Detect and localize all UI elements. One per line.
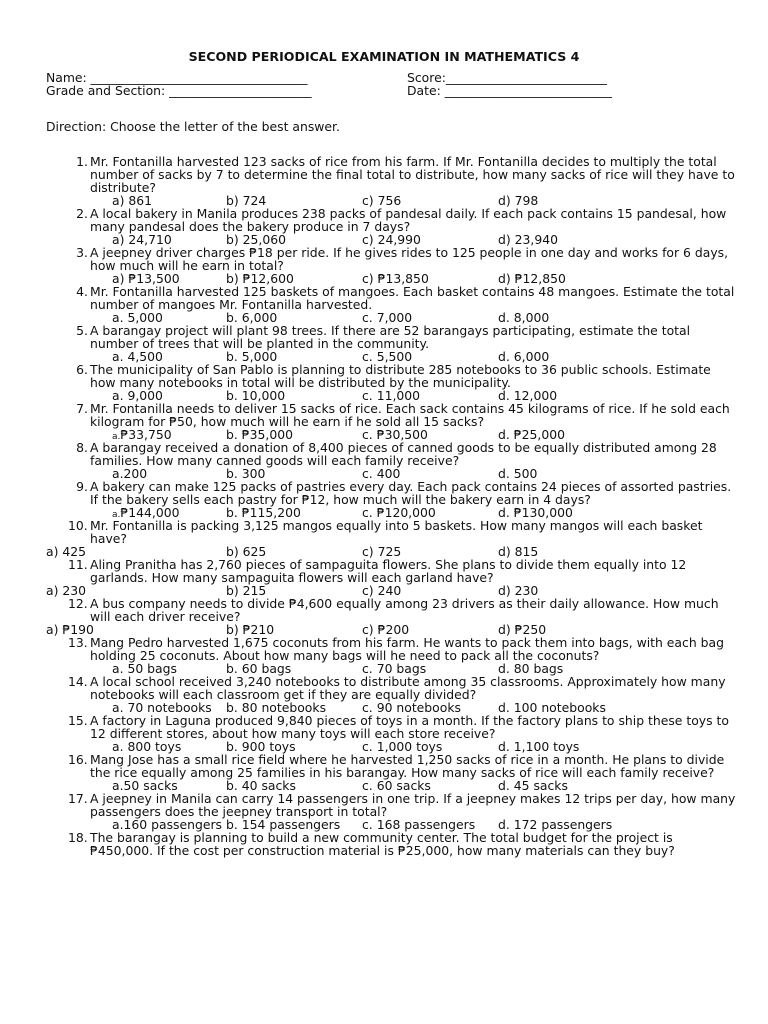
option-d[interactable]: d. 45 sacks (498, 778, 568, 793)
option-c[interactable]: c) ₱200 (362, 622, 410, 637)
option-c[interactable]: c. 60 sacks (362, 778, 431, 793)
question-text: A local school received 3,240 notebooks to distribute among 35 classrooms. Approximately how many notebooks will each classroom get if they are equally divided? (90, 674, 726, 702)
question-number: 10. (68, 518, 88, 533)
option-a[interactable]: a) 861 (112, 193, 153, 208)
question-number: 13. (68, 635, 88, 650)
question-6 (46, 363, 736, 402)
question-number: 7. (76, 401, 88, 416)
option-a[interactable]: a.160 passengers (112, 817, 223, 832)
option-d[interactable]: d) ₱12,850 (498, 271, 566, 286)
option-c[interactable]: c. ₱30,500 (362, 427, 428, 442)
question-text: The barangay is planning to build a new community center. The total budget for the project is ₱450,000. If the cost per construction material is ₱25,000, how many materials can they buy? (90, 830, 675, 858)
question-text: A bus company needs to divide ₱4,600 equally among 23 drivers as their daily allowance. How much will each driver receive? (90, 596, 719, 624)
option-c[interactable]: c. 11,000 (362, 388, 421, 403)
question-list (46, 155, 736, 857)
option-d[interactable]: d. 80 bags (498, 661, 564, 676)
option-c[interactable]: c. 90 notebooks (362, 700, 461, 715)
option-a[interactable]: a. 4,500 (112, 349, 163, 364)
name-field[interactable]: Name: ___________________________________ (46, 70, 308, 85)
question-text: A local bakery in Manila produces 238 packs of pandesal daily. If each pack contains 15 pandesal, how many pandesal does the bakery produce in 7 days? (90, 206, 727, 234)
option-b[interactable]: b. 80 notebooks (226, 700, 327, 715)
question-number: 15. (68, 713, 88, 728)
option-d[interactable]: d) 23,940 (498, 232, 558, 247)
option-a[interactable]: a.₱33,750 (112, 427, 172, 442)
question-number: 4. (76, 284, 88, 299)
option-b[interactable]: b. 154 passengers (226, 817, 341, 832)
question-1 (46, 155, 736, 207)
option-d[interactable]: d. 100 notebooks (498, 700, 606, 715)
question-text: A bakery can make 125 packs of pastries every day. Each pack contains 24 pieces of assorted pastries. If the bakery sells each pastry for ₱12, how much will the bakery earn in 4 days? (90, 479, 732, 507)
question-7 (46, 402, 736, 441)
option-a[interactable]: a. 800 toys (112, 739, 182, 754)
option-d[interactable]: d. 172 passengers (498, 817, 613, 832)
question-11 (46, 558, 736, 597)
option-c[interactable]: c. 400 (362, 466, 401, 481)
question-number: 12. (68, 596, 88, 611)
question-2 (46, 207, 736, 246)
question-number: 11. (68, 557, 88, 572)
option-d[interactable]: d. 8,000 (498, 310, 550, 325)
question-15 (46, 714, 736, 753)
option-a[interactable]: a) 425 (46, 544, 87, 559)
option-c[interactable]: c. ₱120,000 (362, 505, 436, 520)
option-b[interactable]: b. 6,000 (226, 310, 278, 325)
question-text: Mang Jose has a small rice field where he harvested 1,250 sacks of rice in a month. He plans to divide the rice equally among 25 families in his barangay. How many sacks of rice will each family receive? (90, 752, 725, 780)
question-number: 16. (68, 752, 88, 767)
question-4 (46, 285, 736, 324)
question-14 (46, 675, 736, 714)
question-text: A barangay received a donation of 8,400 pieces of canned goods to be equally distributed among 28 families. How many canned goods will each family receive? (90, 440, 717, 468)
option-a[interactable]: a) ₱190 (46, 622, 94, 637)
option-d[interactable]: d) 798 (498, 193, 539, 208)
option-a[interactable]: a. 9,000 (112, 388, 163, 403)
option-d[interactable]: d. ₱25,000 (498, 427, 565, 442)
option-a[interactable]: a. 50 bags (112, 661, 177, 676)
option-c[interactable]: c. 5,500 (362, 349, 413, 364)
exam-title: SECOND PERIODICAL EXAMINATION IN MATHEMATICS 4 (188, 49, 580, 64)
option-d[interactable]: d) ₱250 (498, 622, 547, 637)
option-a[interactable]: a.200 (112, 466, 148, 481)
direction-text: Direction: Choose the letter of the best answer. (46, 119, 340, 134)
option-a[interactable]: a.50 sacks (112, 778, 178, 793)
option-b[interactable]: b. 40 sacks (226, 778, 296, 793)
option-a[interactable]: a. 70 notebooks (112, 700, 212, 715)
question-12 (46, 597, 736, 636)
question-number: 6. (76, 362, 88, 377)
option-b[interactable]: b. 900 toys (226, 739, 296, 754)
option-d[interactable]: d. 1,100 toys (498, 739, 580, 754)
option-b[interactable]: b. 5,000 (226, 349, 278, 364)
question-text: Mr. Fontanilla harvested 125 baskets of mangoes. Each basket contains 48 mangoes. Estimate the total number of mangoes Mr. Fontanilla harvested. (90, 284, 735, 312)
question-number: 9. (76, 479, 88, 494)
option-b[interactable]: b. 10,000 (226, 388, 286, 403)
question-text: A jeepney driver charges ₱18 per ride. If he gives rides to 125 people in one day and works for 6 days, how much will he earn in total? (90, 245, 729, 273)
question-text: Mr. Fontanilla is packing 3,125 mangos equally into 5 baskets. How many mangos will each basket have? (90, 518, 703, 546)
option-c[interactable]: c. 70 bags (362, 661, 427, 676)
question-text: Mang Pedro harvested 1,675 coconuts from his farm. He wants to pack them into bags, with each bag holding 25 coconuts. About how many bags will he need to pack all the coconuts? (90, 635, 724, 663)
option-b[interactable]: b. 300 (226, 466, 266, 481)
grade-section-field[interactable]: Grade and Section: _______________________ (46, 83, 312, 98)
question-number: 18. (68, 830, 88, 845)
option-b[interactable]: b) ₱12,600 (226, 271, 294, 286)
question-5 (46, 324, 736, 363)
option-d[interactable]: d. ₱130,000 (498, 505, 573, 520)
question-number: 17. (68, 791, 88, 806)
question-9 (46, 480, 736, 519)
question-number: 1. (76, 154, 88, 169)
option-c[interactable]: c. 1,000 toys (362, 739, 443, 754)
question-text: Mr. Fontanilla needs to deliver 15 sacks of rice. Each sack contains 45 kilograms of rice. If he sold each kilogram for ₱50, how much will he earn if he sold all 15 sacks? (90, 401, 730, 429)
question-number: 5. (76, 323, 88, 338)
question-text: A jeepney in Manila can carry 14 passengers in one trip. If a jeepney makes 12 trips per day, how many passengers does the jeepney transport in total? (90, 791, 736, 819)
option-b[interactable]: b. ₱35,000 (226, 427, 293, 442)
option-c[interactable]: c) 24,990 (362, 232, 421, 247)
option-d[interactable]: d) 230 (498, 583, 539, 598)
question-number: 14. (68, 674, 88, 689)
option-a[interactable]: a.₱144,000 (112, 505, 180, 520)
option-b[interactable]: b) 625 (226, 544, 267, 559)
question-number: 2. (76, 206, 88, 221)
option-b[interactable]: b) 25,060 (226, 232, 286, 247)
question-number: 3. (76, 245, 88, 260)
option-b[interactable]: b) 215 (226, 583, 267, 598)
question-text: The municipality of San Pablo is planning to distribute 285 notebooks to 36 public schools. Estimate how many notebooks in total will be distributed by the municipality. (90, 362, 711, 390)
option-d[interactable]: d) 815 (498, 544, 539, 559)
option-a[interactable]: a. 5,000 (112, 310, 163, 325)
option-c[interactable]: c) 725 (362, 544, 402, 559)
option-d[interactable]: d. 6,000 (498, 349, 550, 364)
question-13 (46, 636, 736, 675)
date-field[interactable]: Date: ___________________________ (407, 83, 613, 98)
question-8 (46, 441, 736, 480)
question-16 (46, 753, 736, 792)
option-c[interactable]: c. 7,000 (362, 310, 413, 325)
option-c[interactable]: c. 168 passengers (362, 817, 476, 832)
option-b[interactable]: b. ₱115,200 (226, 505, 301, 520)
question-text: Mr. Fontanilla harvested 123 sacks of rice from his farm. If Mr. Fontanilla decides to multiply the total number of sacks by 7 to determine the final total to distribute, how many sacks of rice will they have to distribute? (90, 154, 735, 195)
option-b[interactable]: b) ₱210 (226, 622, 275, 637)
question-17 (46, 792, 736, 831)
question-18 (46, 831, 736, 857)
option-c[interactable]: c) ₱13,850 (362, 271, 429, 286)
question-number: 8. (76, 440, 88, 455)
option-a[interactable]: a) 230 (46, 583, 87, 598)
question-text: Aling Pranitha has 2,760 pieces of sampaguita flowers. She plans to divide them equally into 12 garlands. How many sampaguita flowers will each garland have? (90, 557, 687, 585)
option-d[interactable]: d. 500 (498, 466, 538, 481)
question-text: A barangay project will plant 98 trees. If there are 52 barangays participating, estimate the total number of trees that will be planted in the community. (90, 323, 691, 351)
option-b[interactable]: b. 60 bags (226, 661, 292, 676)
option-c[interactable]: c) 240 (362, 583, 402, 598)
score-field[interactable]: Score:__________________________ (407, 70, 607, 85)
option-d[interactable]: d. 12,000 (498, 388, 558, 403)
option-a[interactable]: a) ₱13,500 (112, 271, 180, 286)
option-a[interactable]: a) 24,710 (112, 232, 172, 247)
option-c[interactable]: c) 756 (362, 193, 402, 208)
question-3 (46, 246, 736, 285)
option-b[interactable]: b) 724 (226, 193, 267, 208)
question-text: A factory in Laguna produced 9,840 pieces of toys in a month. If the factory plans to ship these toys to 12 different stores, about how many toys will each store receive? (90, 713, 729, 741)
question-10 (46, 519, 736, 558)
